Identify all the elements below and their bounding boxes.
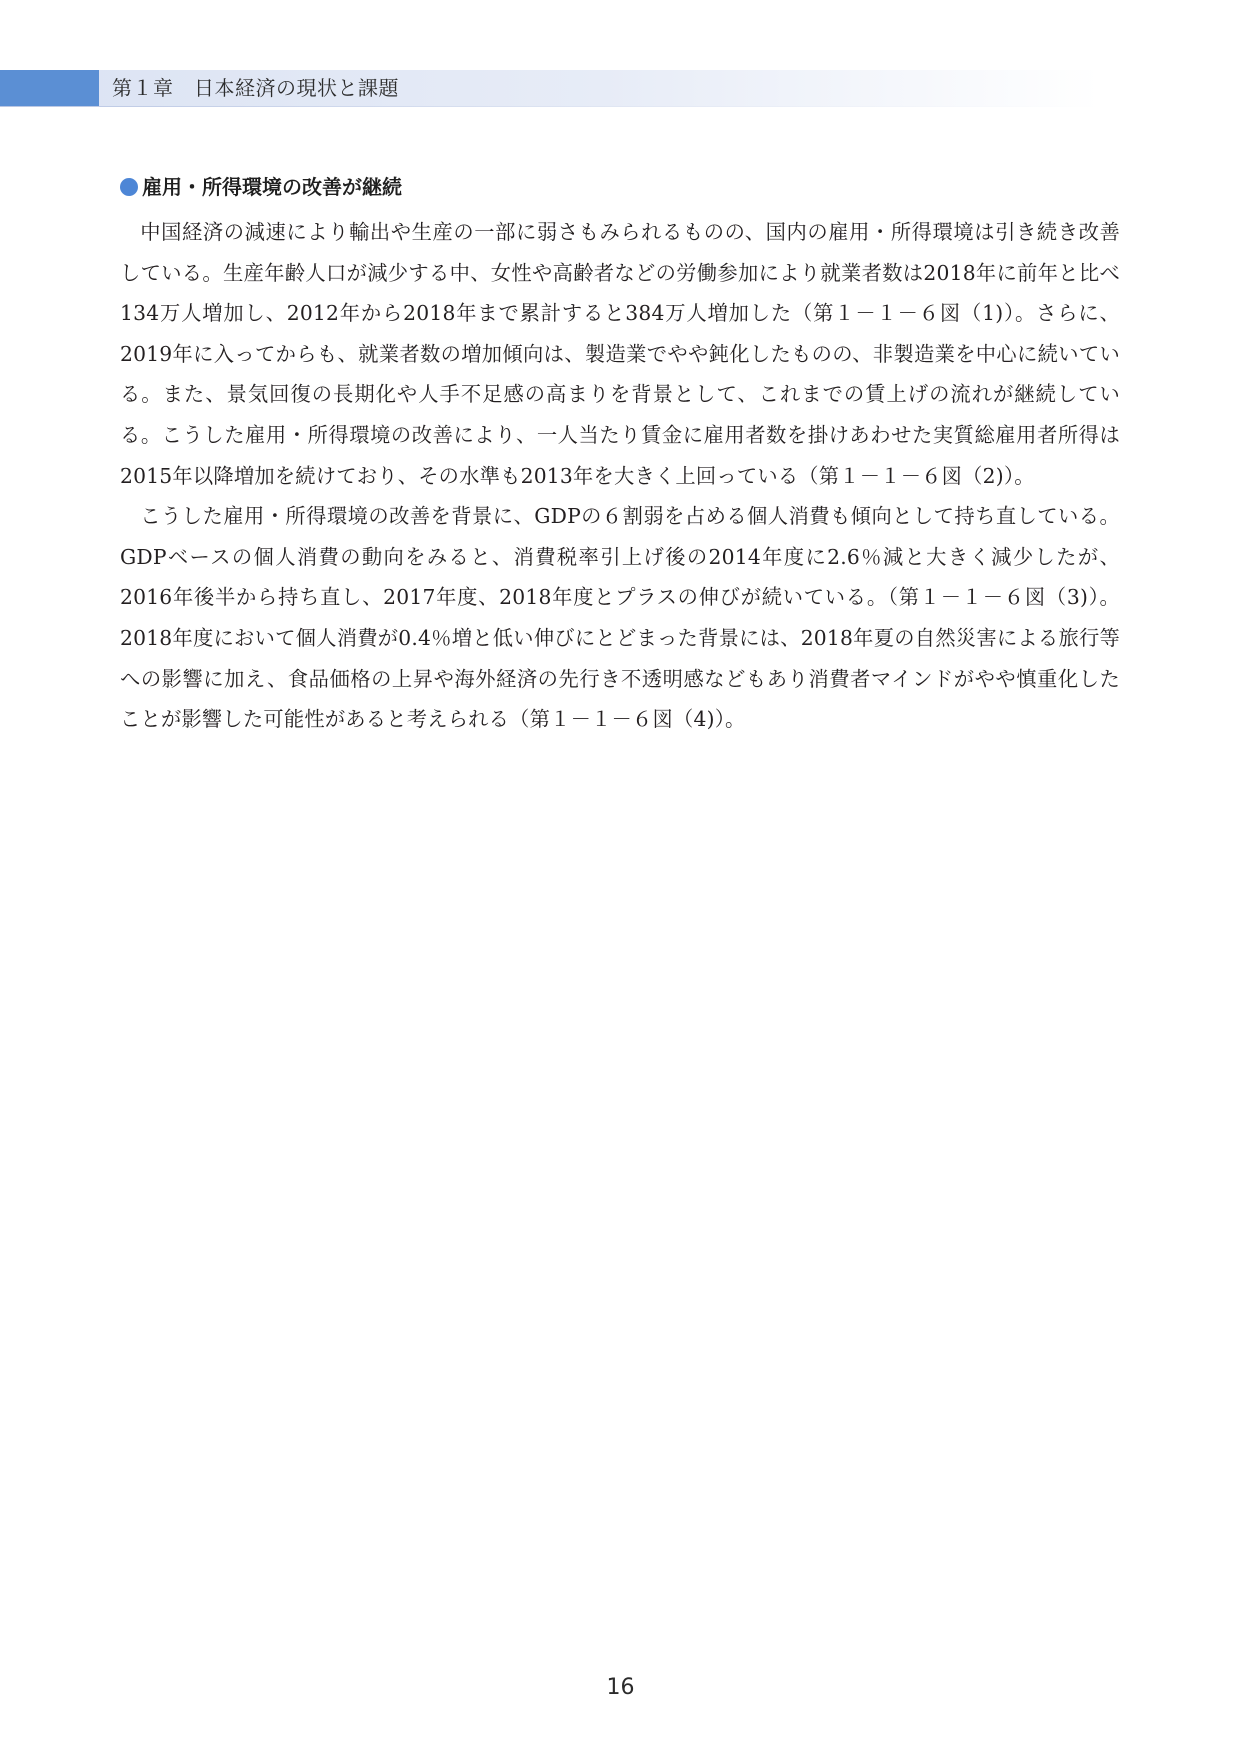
chapter-title: 第１章 日本経済の現状と課題	[112, 76, 399, 100]
paragraph-1: 中国経済の減速により輸出や生産の一部に弱さもみられるものの、国内の雇用・所得環境は引き続き改善している。生産年齢人口が減少する中、女性や高齢者などの労働参加により就業者数は2018年に前年と比べ134万人増加し、2012年から2018年まで累計すると384万人増加した（第１－１－６図（1)）。さらに、2019年に入ってからも、就業者数の増加傾向は、製造業でやや鈍化したものの、非製造業を中心に続いている。また、景気回復の長期化や人手不足感の高まりを背景として、これまでの賃上げの流れが継続している。こうした雇用・所得環境の改善により、一人当たり賃金に雇用者数を掛けあわせた実質総雇用者所得は2015年以降増加を続けており、その水準も2013年を大きく上回っている（第１－１－６図（2)）。	[120, 220, 1120, 488]
section-heading	[120, 172, 402, 202]
section-heading-text: 雇用・所得環境の改善が継続	[142, 175, 402, 199]
chapter-header-rule	[0, 106, 1100, 107]
page-number: 16	[606, 1675, 635, 1700]
bullet-circle-icon	[120, 178, 138, 196]
body-text	[120, 212, 1120, 740]
paragraph-2: こうした雇用・所得環境の改善を背景に、GDPの６割弱を占める個人消費も傾向として持ち直している。GDPベースの個人消費の動向をみると、消費税率引上げ後の2014年度に2.6％減と大きく減少したが、2016年後半から持ち直し、2017年度、2018年度とプラスの伸びが続いている。（第１－１－６図（3)）。2018年度において個人消費が0.4％増と低い伸びにとどまった背景には、2018年夏の自然災害による旅行等への影響に加え、食品価格の上昇や海外経済の先行き不透明感などもあり消費者マインドがやや慎重化したことが影響した可能性があると考えられる（第１－１－６図（4)）。	[120, 504, 1120, 732]
chapter-header-accent	[0, 70, 99, 106]
